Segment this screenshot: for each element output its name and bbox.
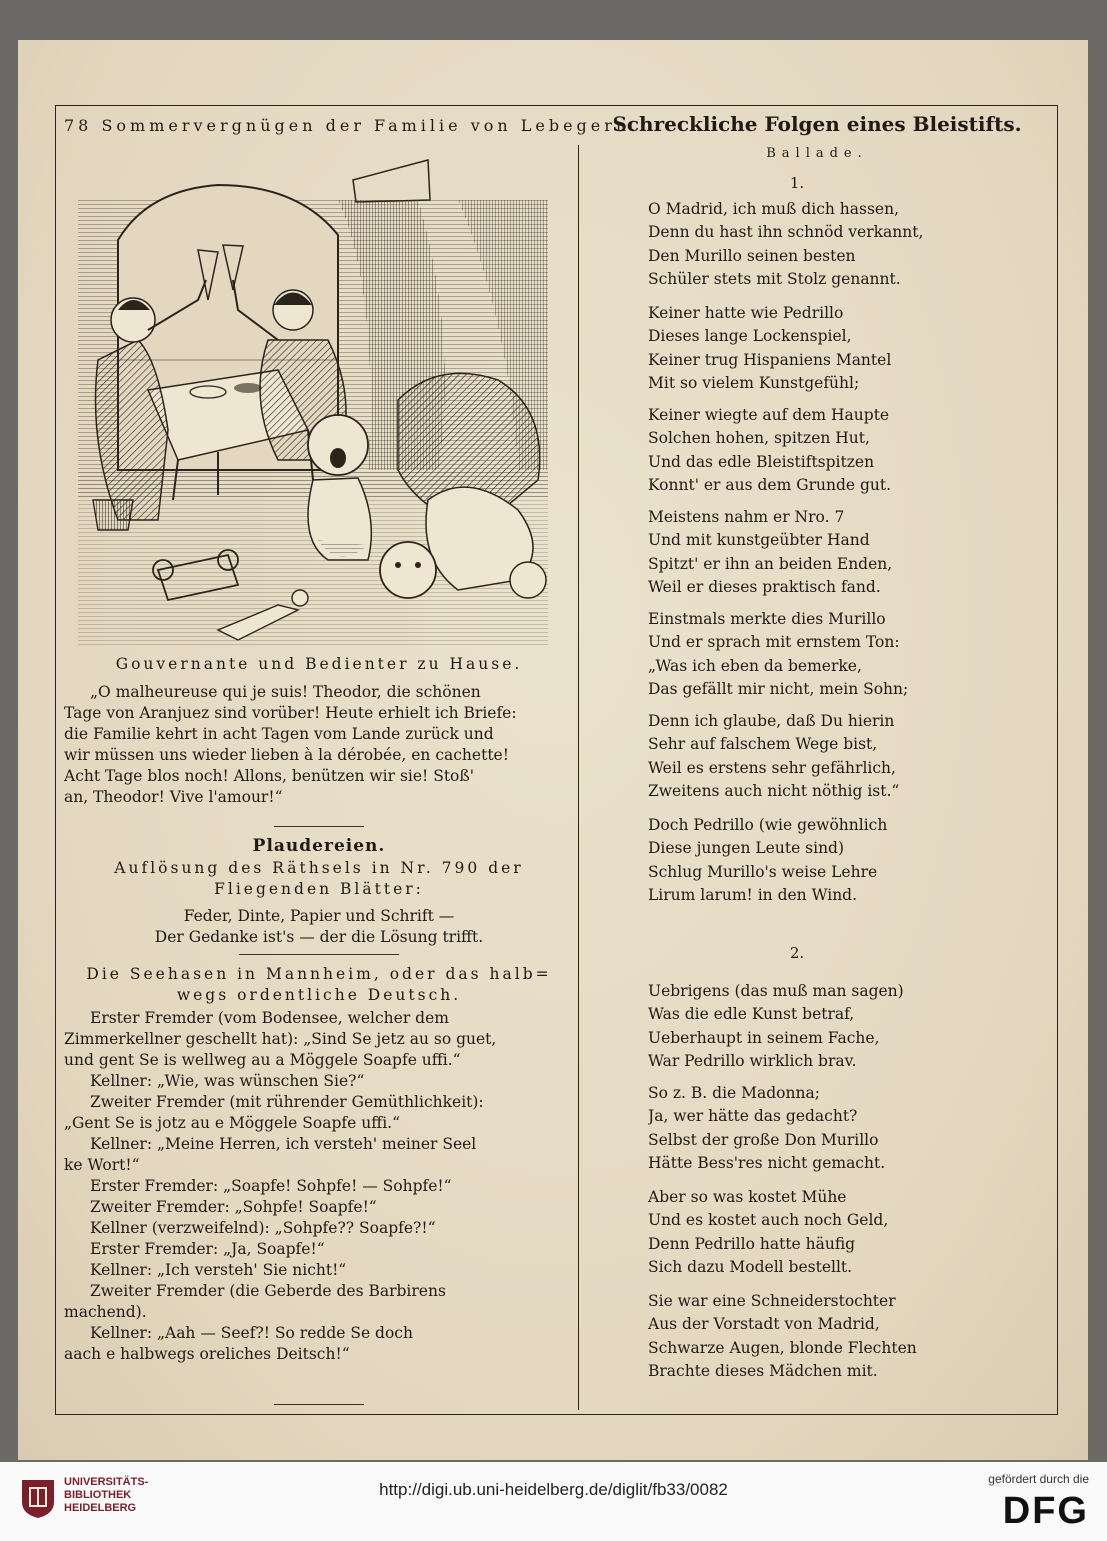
stanza-number: 2. — [789, 944, 805, 962]
poem-line: War Pedrillo wirklich brav. — [648, 1051, 857, 1070]
label-line: BIBLIOTHEK — [64, 1489, 132, 1501]
poem-line: Keiner hatte wie Pedrillo — [648, 304, 844, 322]
poem-title: Schreckliche Folgen eines Bleistifts. — [612, 112, 1022, 136]
poem-line: Den Murillo seinen besten — [648, 246, 856, 265]
poem-line: Einstmals merkte dies Murillo — [648, 610, 886, 628]
poem-line: Dieses lange Lockenspiel, — [648, 327, 852, 346]
poem-line: Ja, wer hätte das gedacht? — [648, 1107, 858, 1126]
poem-line: Aber so was kostet Mühe — [648, 1188, 847, 1206]
poem-line: So z. B. die Madonna; — [648, 1084, 820, 1102]
seehasen-heading — [64, 964, 574, 1006]
funding-note: gefördert durch die — [988, 1472, 1089, 1486]
text-line: wir müssen uns wieder lieben à la dérobée, en cachette! — [64, 746, 509, 764]
text-line: Tage von Aranjuez sind vorüber! Heute erhielt ich Briefe: — [64, 704, 517, 722]
poem-line: Und das edle Bleistiftspitzen — [648, 452, 875, 471]
poem-line: Was die edle Kunst betraf, — [648, 1005, 855, 1024]
text-line: Kellner: „Meine Herren, ich versteh' meiner Seel — [90, 1135, 477, 1153]
poem-line: Sie war eine Schneiderstochter — [648, 1292, 896, 1310]
poem-line: Das gefällt mir nicht, mein Sohn; — [648, 679, 909, 698]
poem-line: Solchen hohen, spitzen Hut, — [648, 429, 870, 448]
governess-paragraph — [64, 682, 574, 808]
poem-line: O Madrid, ich muß dich hassen, — [648, 200, 900, 218]
label-line: UNIVERSITÄTS- — [64, 1476, 149, 1488]
text-line: Zimmerkellner geschellt hat): „Sind Se jetz au so guet, — [64, 1030, 497, 1048]
poem-stanza — [648, 1186, 1048, 1279]
poem-line: Konnt' er aus dem Grunde gut. — [648, 475, 892, 494]
illustration-caption: Gouvernante und Bedienter zu Hause. — [115, 655, 523, 673]
poem-line: Denn Pedrillo hatte häufig — [648, 1234, 856, 1253]
dialog-block — [64, 1008, 574, 1365]
dfg-logo: DFG — [1002, 1490, 1089, 1532]
stanza-number: 1. — [789, 174, 805, 192]
text-line: machend). — [64, 1303, 147, 1321]
poem-line: Meistens nahm er Nro. 7 — [648, 508, 845, 526]
poem-subtitle: Ballade. — [766, 146, 868, 161]
text-line: Erster Fremder: „Ja, Soapfe!“ — [90, 1240, 325, 1258]
poem-line: Diese jungen Leute sind) — [648, 839, 845, 858]
text-line: Zweiter Fremder: „Sohpfe! Soapfe!“ — [90, 1198, 377, 1216]
text-line: Kellner: „Wie, was wünschen Sie?“ — [90, 1072, 365, 1090]
text-line: aach e halbwegs oreliches Deitsch!“ — [64, 1345, 350, 1363]
poem-line: Weil es erstens sehr gefährlich, — [648, 758, 896, 777]
poem-line: Weil er dieses praktisch fand. — [648, 577, 881, 596]
poem-stanza — [648, 404, 1048, 497]
column-divider — [578, 145, 579, 1410]
poem-stanza — [648, 608, 1048, 701]
text-line: Kellner: „Aah — Seef?! So redde Se doch — [90, 1324, 413, 1342]
poem-line: Denn ich glaube, daß Du hierin — [648, 712, 895, 730]
poem-stanza — [648, 302, 1048, 395]
rule — [64, 820, 574, 833]
poem-line: Hätte Bess'res nicht gemacht. — [648, 1153, 886, 1172]
plaudereien-heading: Plaudereien. — [252, 836, 386, 856]
poem-line: Sehr auf falschem Wege bist, — [648, 735, 878, 754]
text-line: Kellner (verzweifelnd): „Sohpfe?? Soapfe?!“ — [90, 1219, 436, 1237]
poem-stanza — [648, 1082, 1048, 1175]
rule — [64, 1398, 574, 1411]
poem-line: Schüler stets mit Stolz genannt. — [648, 269, 901, 288]
poem-line: Sich dazu Modell bestellt. — [648, 1257, 853, 1276]
poem-line: Lirum larum! in den Wind. — [648, 885, 858, 904]
poem-stanza — [648, 980, 1048, 1073]
page-header-left: 78 Sommervergnügen der Familie von Lebegern. — [64, 116, 640, 135]
text-line: „Gent Se is jotz au e Möggele Soapfe uffi.“ — [64, 1114, 401, 1132]
poem-line: Und er sprach mit ernstem Ton: — [648, 633, 900, 652]
text-line: ke Wort!“ — [64, 1156, 140, 1174]
text-line: die Familie kehrt in acht Tagen vom Lande zurück und — [64, 725, 494, 743]
text-line: Erster Fremder (vom Bodensee, welcher dem — [90, 1009, 449, 1027]
text-line: Zweiter Fremder (die Geberde des Barbirens — [90, 1282, 446, 1300]
text-line: Feder, Dinte, Papier und Schrift — — [183, 907, 455, 925]
poem-line: Selbst der große Don Murillo — [648, 1130, 879, 1149]
text-line: „O malheureuse qui je suis! Theodor, die schönen — [90, 683, 481, 701]
poem-stanza — [648, 1290, 1048, 1383]
poem-line: Mit so vielem Kunstgefühl; — [648, 373, 860, 392]
poem-stanza — [648, 710, 1048, 803]
poem-line: Brachte dieses Mädchen mit. — [648, 1361, 878, 1380]
text-line: Erster Fremder: „Soapfe! Sohpfe! — Sohpfe!“ — [90, 1177, 452, 1195]
text-line: Zweiter Fremder (mit rührender Gemüthlichkeit): — [90, 1093, 484, 1111]
engraving-illustration — [78, 140, 558, 645]
text-line: wegs ordentliche Deutsch. — [176, 986, 462, 1004]
source-url-link[interactable]: http://digi.ub.uni-heidelberg.de/diglit/fb33/0082 — [379, 1480, 728, 1499]
text-line: Fliegenden Blätter: — [214, 880, 424, 898]
poem-line: Und es kostet auch noch Geld, — [648, 1211, 889, 1230]
poem-line: Aus der Vorstadt von Madrid, — [648, 1315, 880, 1334]
text-line: und gent Se is wellweg au a Möggele Soapfe uffi.“ — [64, 1051, 461, 1069]
poem-line: Ueberhaupt in seinem Fache, — [648, 1028, 880, 1047]
poem-stanza — [648, 814, 1048, 907]
poem-line: Denn du hast ihn schnöd verkannt, — [648, 223, 924, 242]
text-line: Acht Tage blos noch! Allons, benützen wir sie! Stoß' — [64, 767, 475, 785]
poem-line: Uebrigens (das muß man sagen) — [648, 982, 904, 1000]
poem-line: Doch Pedrillo (wie gewöhnlich — [648, 816, 888, 834]
viewer-footer — [0, 1462, 1107, 1541]
poem-stanza — [648, 506, 1048, 599]
text-line: Kellner: „Ich versteh' Sie nicht!“ — [90, 1261, 347, 1279]
poem-line: Schlug Murillo's weise Lehre — [648, 862, 878, 881]
poem-stanza — [648, 198, 1048, 291]
text-line: Die Seehasen in Mannheim, oder das halb= — [86, 965, 552, 983]
poem-line: Spitzt' er ihn an beiden Enden, — [648, 554, 893, 573]
poem-line: Und mit kunstgeübter Hand — [648, 531, 870, 550]
text-line: an, Theodor! Vive l'amour!“ — [64, 788, 283, 806]
poem-line: Keiner wiegte auf dem Haupte — [648, 406, 890, 424]
poem-line: Schwarze Augen, blonde Flechten — [648, 1338, 917, 1357]
poem-line: Keiner trug Hispaniens Mantel — [648, 350, 892, 369]
poem-line: „Was ich eben da bemerke, — [648, 656, 862, 675]
poem-line: Zweitens auch nicht nöthig ist.“ — [648, 781, 900, 800]
riddle-block — [64, 858, 574, 948]
rule — [64, 948, 574, 961]
label-line: HEIDELBERG — [64, 1502, 137, 1514]
text-line: Auflösung des Räthsels in Nr. 790 der — [114, 859, 524, 877]
text-line: Der Gedanke ist's — der die Lösung trifft. — [154, 928, 484, 946]
